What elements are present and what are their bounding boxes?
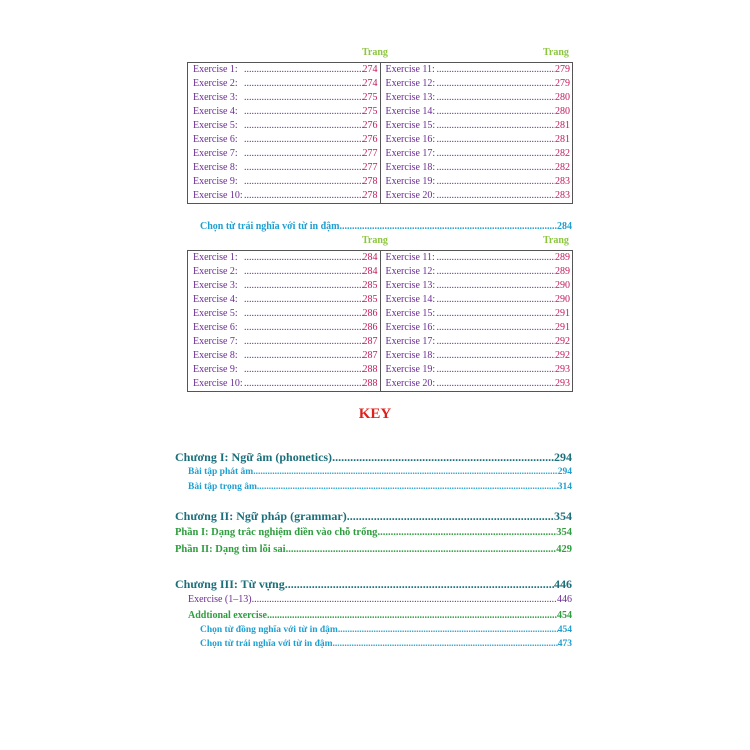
toc-entry-antonym[interactable] [200,221,572,232]
exercise-cell[interactable] [188,307,381,321]
exercise-page: 279 [555,64,570,75]
exercise-label: Exercise 20: [385,378,436,389]
exercise-page: 287 [362,336,378,347]
exercise-cell[interactable] [188,175,381,189]
exercise-page: 280 [555,106,570,117]
toc-entry-stress-exercise[interactable]: Bài tập trọng âm ..... 314 [188,482,572,492]
exercise-cell[interactable] [380,349,573,363]
exercise-label: Exercise 9: [193,176,238,187]
exercise-page: 278 [362,176,378,187]
page-column-header: Trang [543,47,569,58]
toc-chapter-3[interactable]: Chương III: Từ vựng ..... 446 [175,577,572,592]
exercise-cell[interactable] [380,147,573,161]
table-row [188,105,573,119]
exercise-label: Exercise 16: [385,322,436,333]
key-heading: KEY [358,406,392,422]
exercise-page: 275 [362,106,378,117]
exercise-label: Exercise 15: [385,308,436,319]
toc-entry-page: 284 [557,221,572,232]
exercise-cell[interactable] [188,377,381,392]
exercise-page: 285 [362,280,378,291]
exercise-cell[interactable] [380,175,573,189]
exercise-cell[interactable] [380,119,573,133]
table-row [188,293,573,307]
table-row [188,119,573,133]
exercise-label: Exercise 17: [385,148,436,159]
exercise-page: 282 [555,148,570,159]
exercise-cell[interactable] [188,321,381,335]
exercise-cell[interactable] [188,349,381,363]
table-row [188,335,573,349]
table-row [188,133,573,147]
exercise-label: Exercise 5: [193,120,238,131]
toc-entry-phonetics-exercise[interactable]: Bài tập phát âm ..... 294 [188,467,572,477]
toc-entry-additional-exercise[interactable]: Addtional exercise ..... 454 [188,610,572,621]
exercise-label: Exercise 3: [193,92,238,103]
exercise-label: Exercise 12: [385,266,436,277]
exercise-cell[interactable] [188,133,381,147]
exercise-page: 286 [362,308,378,319]
exercise-page: 278 [362,190,378,201]
exercise-page: 290 [555,280,570,291]
exercise-page: 283 [555,190,570,201]
exercise-cell[interactable] [188,251,381,266]
exercise-cell[interactable] [380,77,573,91]
exercise-cell[interactable] [188,105,381,119]
exercise-cell[interactable] [380,335,573,349]
table-row [188,251,573,266]
page-column-header: Trang [543,235,569,246]
exercise-page: 276 [362,120,378,131]
exercise-label: Exercise 6: [193,322,238,333]
exercise-label: Exercise 10: [193,378,243,389]
exercise-cell[interactable] [380,279,573,293]
exercise-cell[interactable] [188,363,381,377]
exercise-page: 277 [362,162,378,173]
exercise-page: 274 [362,78,378,89]
exercise-page: 290 [555,294,570,305]
toc-chapter-2[interactable]: Chương II: Ngữ pháp (grammar) ..... 354 [175,509,572,524]
toc-chapter-1[interactable]: Chương I: Ngữ âm (phonetics) ..... 294 [175,450,572,465]
table-row [188,147,573,161]
exercise-cell[interactable] [380,265,573,279]
table-row [188,279,573,293]
exercise-label: Exercise 17: [385,336,436,347]
exercise-label: Exercise 11: [385,252,435,263]
exercise-cell[interactable] [188,161,381,175]
exercise-page: 293 [555,378,570,389]
exercise-page: 291 [555,308,570,319]
exercise-label: Exercise 14: [385,106,436,117]
exercise-cell[interactable] [380,293,573,307]
exercise-label: Exercise 18: [385,162,436,173]
table-row [188,265,573,279]
toc-entry-part-1[interactable]: Phần I: Dạng trắc nghiệm điền vào chỗ trống ..... 354 [175,527,572,538]
table-row [188,377,573,392]
exercise-page: 288 [362,378,378,389]
exercise-cell[interactable] [380,377,573,392]
toc-entry-exercise-1-13[interactable]: Exercise (1–13) ..... 446 [188,594,572,605]
exercise-cell[interactable] [188,77,381,91]
exercise-cell[interactable] [380,321,573,335]
exercise-page: 274 [362,64,378,75]
exercise-page: 283 [555,176,570,187]
exercise-label: Exercise 15: [385,120,436,131]
exercise-label: Exercise 20: [385,190,436,201]
exercise-label: Exercise 12: [385,78,436,89]
exercise-page: 282 [555,162,570,173]
page-column-header: Trang [362,47,388,58]
exercise-label: Exercise 7: [193,148,238,159]
exercise-cell[interactable] [188,279,381,293]
exercise-page: 275 [362,92,378,103]
exercise-label: Exercise 8: [193,162,238,173]
exercise-label: Exercise 5: [193,308,238,319]
exercise-label: Exercise 19: [385,176,436,187]
exercise-label: Exercise 18: [385,350,436,361]
exercise-page: 285 [362,294,378,305]
exercise-page: 288 [362,364,378,375]
exercise-page: 276 [362,134,378,145]
exercise-page: 293 [555,364,570,375]
exercise-cell[interactable] [188,119,381,133]
exercise-page: 281 [555,120,570,131]
table-row [188,363,573,377]
exercise-cell[interactable] [380,105,573,119]
exercise-page: 277 [362,148,378,159]
exercise-label: Exercise 2: [193,266,238,277]
table-row [188,161,573,175]
exercise-page: 284 [362,266,378,277]
exercise-label: Exercise 1: [193,64,238,75]
exercise-cell[interactable] [188,91,381,105]
exercise-label: Exercise 9: [193,364,238,375]
exercise-page: 287 [362,350,378,361]
exercise-table-1 [187,62,573,204]
exercise-label: Exercise 19: [385,364,436,375]
exercise-label: Exercise 1: [193,252,238,263]
exercise-label: Exercise 2: [193,78,238,89]
toc-entry-antonym-2[interactable]: Chọn từ trái nghĩa với từ in đậm ..... 473 [200,639,572,649]
exercise-cell[interactable] [188,335,381,349]
exercise-cell[interactable] [380,161,573,175]
exercise-label: Exercise 3: [193,280,238,291]
exercise-cell[interactable] [188,293,381,307]
exercise-cell[interactable] [188,63,381,78]
exercise-cell[interactable] [380,363,573,377]
exercise-cell[interactable] [380,307,573,321]
exercise-page: 281 [555,134,570,145]
exercise-page: 289 [555,252,570,263]
exercise-label: Exercise 13: [385,92,436,103]
toc-entry-title: Chọn từ trái nghĩa với từ in đậm [200,221,340,232]
exercise-label: Exercise 14: [385,294,436,305]
exercise-label: Exercise 11: [385,64,435,75]
exercise-cell[interactable] [380,189,573,204]
exercise-cell[interactable] [380,63,573,78]
exercise-table-2 [187,250,573,392]
page-column-header: Trang [362,235,388,246]
table-row [188,307,573,321]
exercise-page: 280 [555,92,570,103]
table-row [188,349,573,363]
table-row [188,321,573,335]
table-row [188,175,573,189]
table-row [188,91,573,105]
toc-entry-synonym[interactable]: Chọn từ đồng nghĩa với từ in đậm ..... 454 [200,625,572,635]
exercise-label: Exercise 4: [193,294,238,305]
toc-entry-part-2[interactable]: Phần II: Dạng tìm lỗi sai ..... 429 [175,544,572,555]
exercise-cell[interactable] [380,133,573,147]
exercise-cell[interactable] [380,91,573,105]
exercise-label: Exercise 7: [193,336,238,347]
exercise-label: Exercise 6: [193,134,238,145]
exercise-page: 286 [362,322,378,333]
exercise-cell[interactable] [380,251,573,266]
exercise-label: Exercise 13: [385,280,436,291]
exercise-page: 291 [555,322,570,333]
table-row [188,77,573,91]
exercise-label: Exercise 16: [385,134,436,145]
table-row [188,63,573,78]
exercise-cell[interactable] [188,189,381,204]
exercise-page: 279 [555,78,570,89]
exercise-cell[interactable] [188,147,381,161]
exercise-label: Exercise 4: [193,106,238,117]
exercise-label: Exercise 8: [193,350,238,361]
exercise-page: 292 [555,350,570,361]
exercise-page: 292 [555,336,570,347]
exercise-label: Exercise 10: [193,190,243,201]
exercise-page: 289 [555,266,570,277]
exercise-cell[interactable] [188,265,381,279]
table-row [188,189,573,204]
exercise-page: 284 [362,252,378,263]
